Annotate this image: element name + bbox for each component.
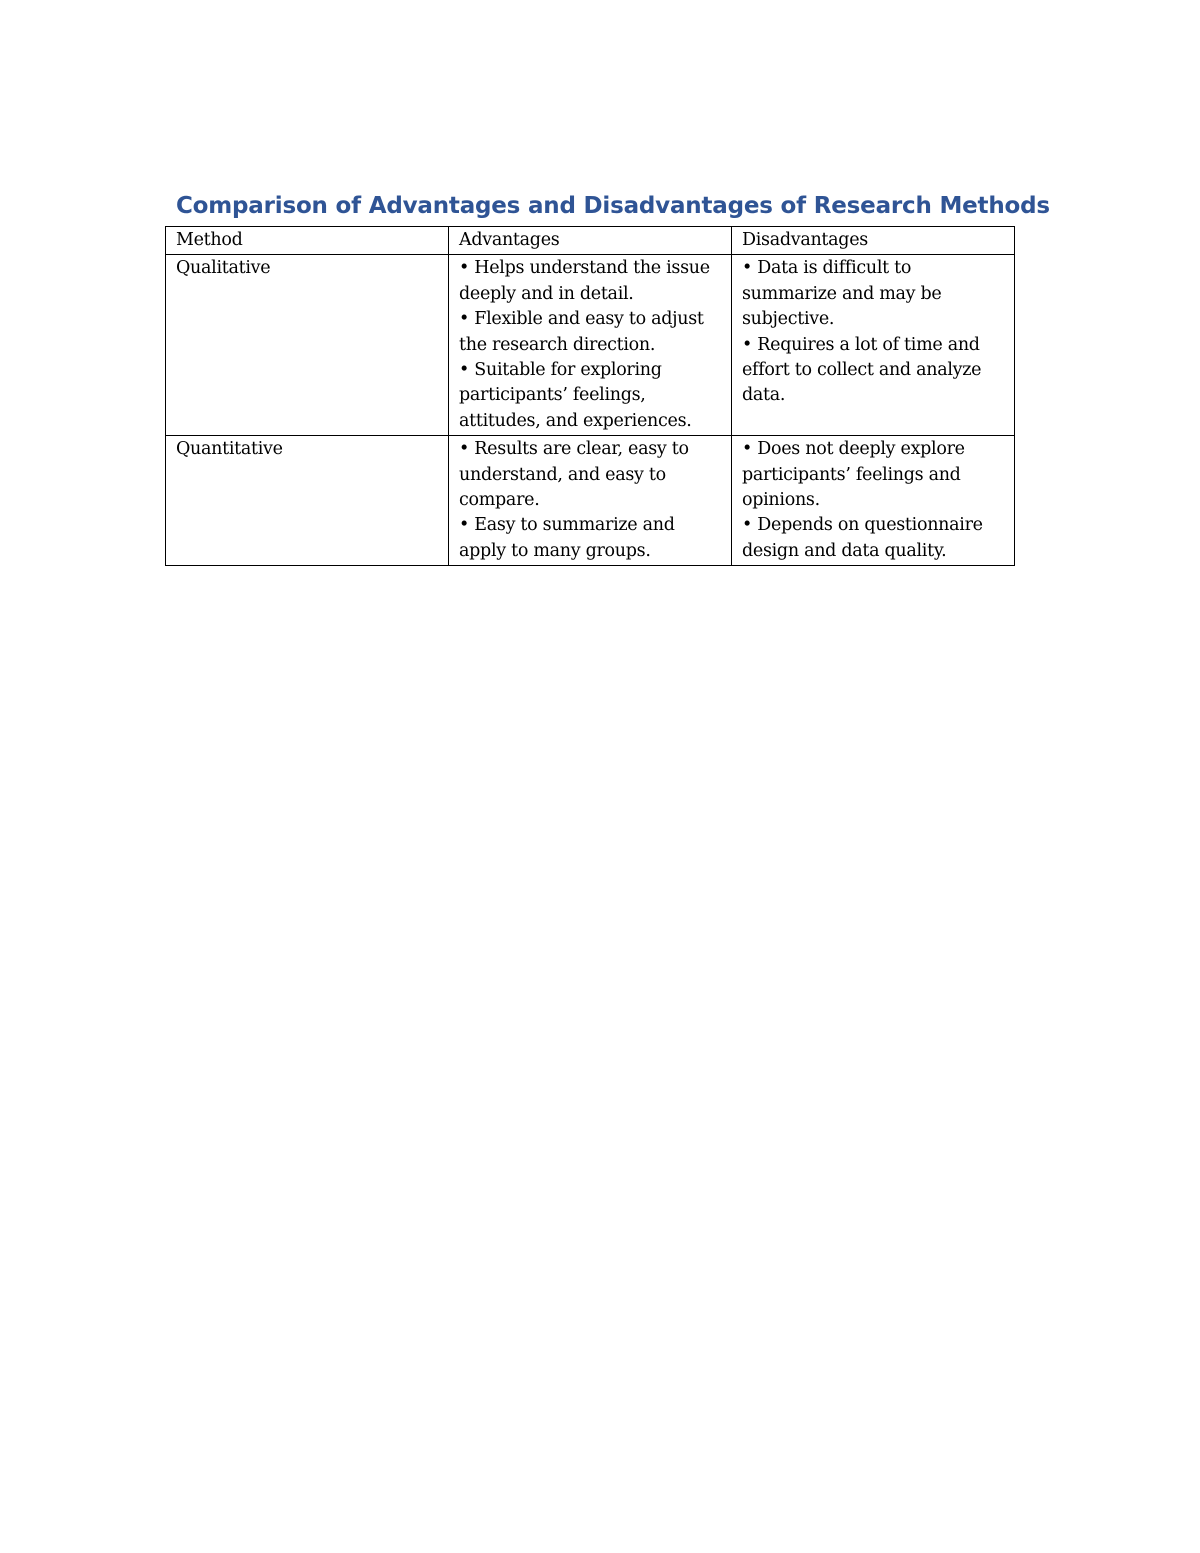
header-disadvantages: Disadvantages <box>732 227 1015 255</box>
header-method: Method <box>166 227 449 255</box>
advantages-cell <box>449 436 732 566</box>
advantages-cell <box>449 255 732 436</box>
document-title: Comparison of Advantages and Disadvantages of Research Methods <box>176 193 1050 219</box>
table-header-row <box>166 227 1015 255</box>
header-advantages: Advantages <box>449 227 732 255</box>
advantage-item: • Helps understand the issue deeply and in detail. <box>459 258 710 304</box>
advantage-item: • Easy to summarize and apply to many groups. <box>459 515 675 561</box>
disadvantage-item: • Does not deeply explore participants’ feelings and opinions. <box>742 439 965 511</box>
disadvantage-item: • Requires a lot of time and effort to collect and analyze data. <box>742 334 982 406</box>
advantage-item: • Results are clear, easy to understand, and easy to compare. <box>459 439 689 511</box>
table-row <box>166 255 1015 436</box>
disadvantage-item: • Data is difficult to summarize and may be subjective. <box>742 258 942 330</box>
table-row <box>166 436 1015 566</box>
disadvantage-item: • Depends on questionnaire design and data quality. <box>742 515 983 561</box>
method-cell: Qualitative <box>166 255 449 436</box>
advantage-item: • Flexible and easy to adjust the research direction. <box>459 309 704 355</box>
advantage-item: • Suitable for exploring participants’ feelings, attitudes, and experiences. <box>459 360 692 431</box>
disadvantages-cell <box>732 436 1015 566</box>
disadvantages-cell <box>732 255 1015 436</box>
method-cell: Quantitative <box>166 436 449 566</box>
comparison-table <box>165 226 1015 566</box>
